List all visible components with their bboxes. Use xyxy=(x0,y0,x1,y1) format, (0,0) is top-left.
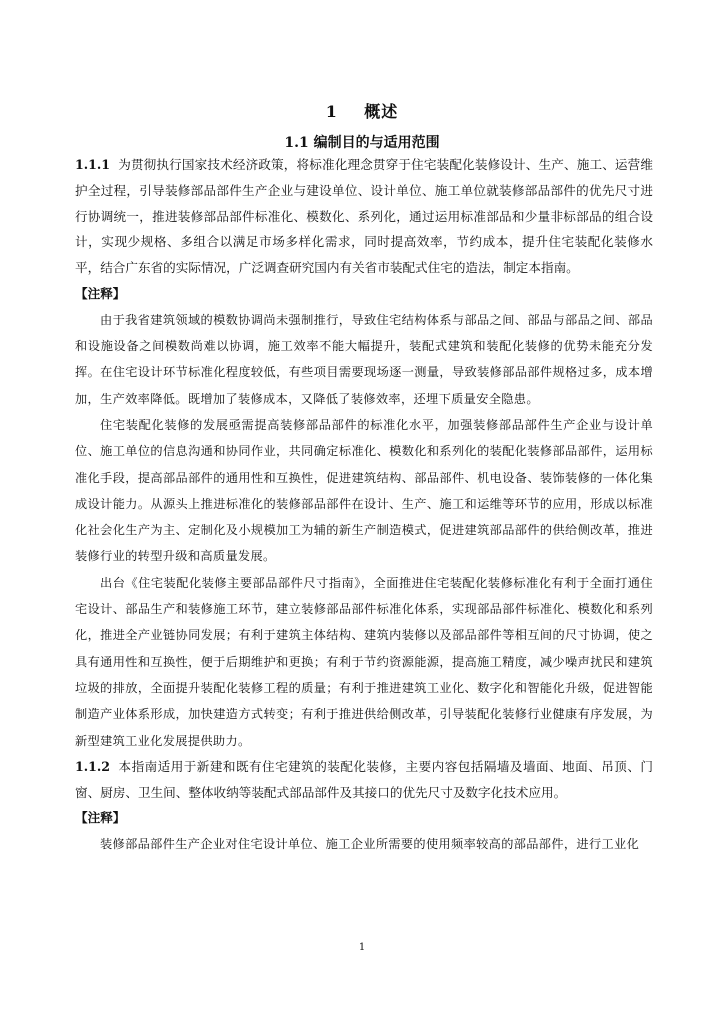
clause-1-1-2 xyxy=(75,754,653,806)
clause-text: 为贯彻执行国家技术经济政策，将标准化理念贯穿于住宅装配化装修设计、生产、施工、运营维护全过程，引导装修部品部件生产企业与建设单位、设计单位、施工单位就装修部品部件的优先尺寸进行协调统一，推进装修部品部件标准化、模数化、系列化，通过运用标准部品和少量非标部品的组合设计，实现少规格、多组合以满足市场多样化需求，同时提高效率，节约成本，提升住宅装配化装修水平，结合广东省的实际情况，广泛调查研究国内有关省市装配式住宅的造法，制定本指南。 xyxy=(75,157,653,276)
chapter-number: 1 xyxy=(325,102,338,121)
note-label: 【注释】 xyxy=(75,810,126,826)
section-title-text: 编制目的与适用范围 xyxy=(313,135,440,151)
note-paragraph: 装修部品部件生产企业对住宅设计单位、施工企业所需要的使用频率较高的部品部件，进行工业化 xyxy=(100,837,640,852)
clause-text: 本指南适用于新建和既有住宅建筑的装配化装修，主要内容包括隔墙及墙面、地面、吊顶、门窗、厨房、卫生间、整体收纳等装配式部品部件及其接口的优先尺寸及数字化技术应用。 xyxy=(75,758,653,800)
page-number: 1 xyxy=(358,942,366,953)
body-content xyxy=(75,152,653,858)
note-paragraph: 住宅装配化装修的发展亟需提高装修部品部件的标准化水平，加强装修部品部件生产企业与设计单位、施工单位的信息沟通和协同作业，共同确定标准化、模数化和系列化的装配化装修部品部件，运用标准化手段，提高部品部件的通用性和互换性，促进建筑结构、部品部件、机电设备、装饰装修的一体化集成设计能力。从源头上推进标准化的装修部品部件在设计、生产、施工和运维等环节的应用，形成以标准化社会化生产为主、定制化及小规模加工为辅的新生产制造模式，促进建筑部品部件的供给侧改革，推进装修行业的转型升级和高质量发展。 xyxy=(75,417,653,564)
clause-number: 1.1.2 xyxy=(75,758,111,774)
note-paragraph: 出台《住宅装配化装修主要部品部件尺寸指南》，全面推进住宅装配化装修标准化有利于全面打通住宅设计、部品生产和装修施工环节，建立装修部品部件标准化体系，实现部品部件标准化、模数化和系列化，推进全产业链协同发展；有利于建筑主体结构、建筑内装修以及部品部件等相互间的尺寸协调，使之具有通用性和互换性，便于后期维护和更换；有利于节约资源能源，提高施工精度，减少噪声扰民和建筑垃圾的排放，全面提升装配化装修工程的质量；有利于推进建筑工业化、数字化和智能化升级，促进智能制造产业体系形成，加快建造方式转变；有利于推进供给侧改革，引导装配化装修行业健康有序发展，为新型建筑工业化发展提供助力。 xyxy=(75,575,653,748)
chapter-title xyxy=(0,99,724,122)
section-number: 1.1 xyxy=(284,135,309,151)
note-label: 【注释】 xyxy=(75,285,126,301)
clause-number: 1.1.1 xyxy=(75,157,111,172)
section-title xyxy=(0,132,724,152)
clause-1-1-1 xyxy=(75,152,653,281)
note-paragraph: 由于我省建筑领域的模数协调尚未强制推行，导致住宅结构体系与部品之间、部品与部品之间、部品和设施设备之间模数尚难以协调，施工效率不能大幅提升，装配式建筑和装配化装修的优势未能充分发挥。在住宅设计环节标准化程度较低，有些项目需要现场逐一测量，导致装修部品部件规格过多，成本增加，生产效率降低。既增加了装修成本，又降低了装修效率，还埋下质量安全隐患。 xyxy=(75,312,653,406)
chapter-title-text: 概述 xyxy=(364,102,399,121)
